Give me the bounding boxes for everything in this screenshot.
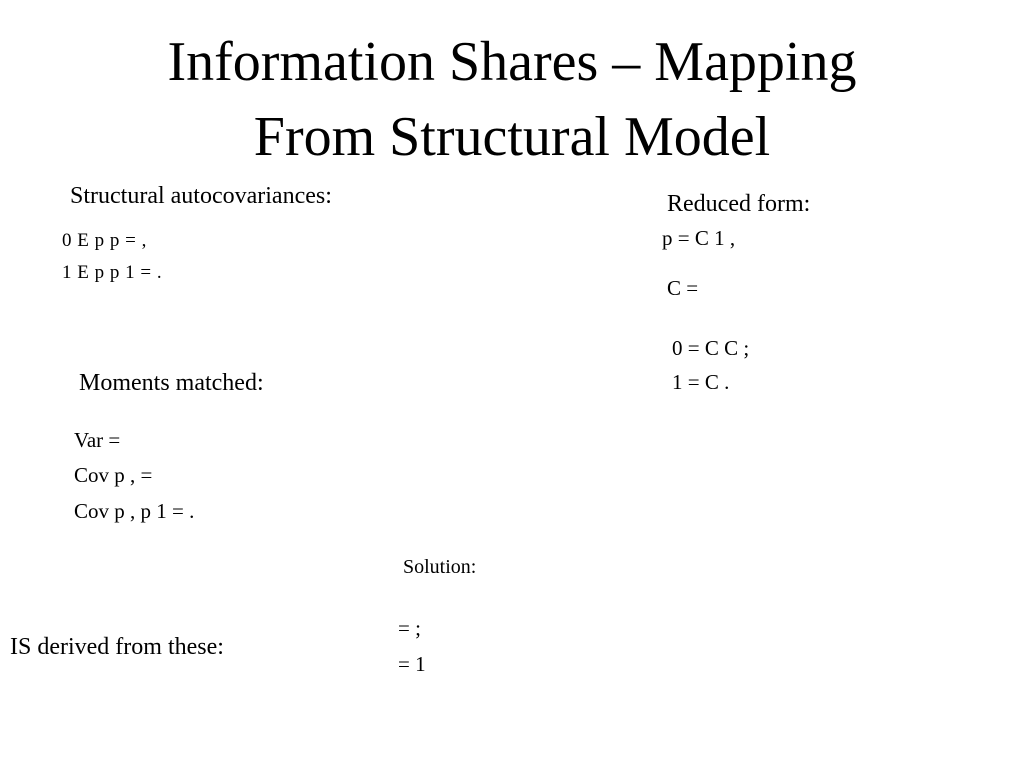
reduced-form-equation-4: 1 = C . [672, 370, 730, 394]
moments-equation-1: Var = [74, 428, 121, 452]
solution-equation-1: = ; [398, 616, 421, 640]
structural-equation-2: 1 E p p 1 = . [62, 262, 163, 283]
reduced-form-equation-2: C = [667, 276, 699, 300]
reduced-form-equation-1: p = C 1 , [662, 226, 736, 250]
solution-equation-2: = 1 [398, 652, 426, 676]
moments-equation-2: Cov p , = [74, 463, 153, 487]
moments-equation-3: Cov p , p 1 = . [74, 499, 195, 523]
is-derived-label: IS derived from these: [10, 634, 224, 660]
reduced-form-label: Reduced form: [667, 191, 811, 217]
solution-label: Solution: [403, 556, 477, 578]
structural-autocovariances-label: Structural autocovariances: [70, 183, 332, 209]
slide-title-line-2: From Structural Model [253, 106, 771, 168]
reduced-form-equation-3: 0 = C C ; [672, 336, 750, 360]
moments-matched-label: Moments matched: [79, 370, 264, 396]
slide-title-line-1: Information Shares – Mapping [167, 31, 857, 93]
structural-equation-1: 0 E p p = , [62, 230, 147, 251]
